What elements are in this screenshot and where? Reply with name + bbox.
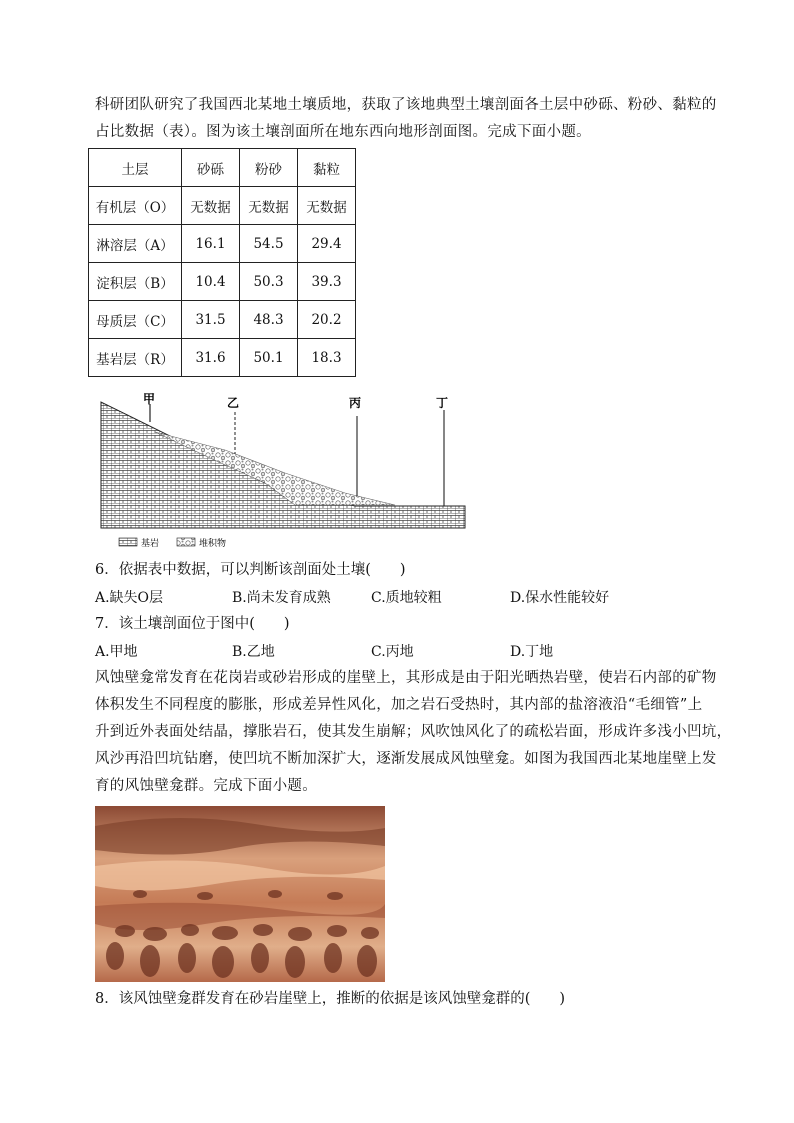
table-cell: 31.6 [182,339,240,377]
intro-paragraph-2 [95,665,732,800]
intro1-line-2: 占比数据（表）。图为该土壤剖面所在地东西向地形剖面图。完成下面小题。 [95,124,591,140]
table-row [89,301,356,339]
wind-erosion-niche-photo [95,806,385,982]
table-cell: 淀积层（B） [89,263,182,301]
intro2-line-5: 育的风蚀壁龛群。完成下面小题。 [95,778,317,794]
table-row [89,339,356,377]
table-row [89,225,356,263]
q6-option-b[interactable]: B.尚未发育成熟 [232,590,331,606]
table-header-row [89,149,356,187]
question-6-stem: 6．依据表中数据，可以判断该剖面处土壤( ) [95,562,406,578]
table-cell: 29.4 [298,225,356,263]
q7-option-a[interactable]: A.甲地 [95,644,138,660]
table-cell: 50.3 [240,263,298,301]
question-7-stem: 7．该土壤剖面位于图中( ) [95,616,290,632]
q7-option-b[interactable]: B.乙地 [232,644,275,660]
table-header: 黏粒 [298,149,356,187]
q7-option-d[interactable]: D.丁地 [510,644,554,660]
q6-option-d[interactable]: D.保水性能较好 [510,590,610,606]
question-8-stem: 8．该风蚀壁龛群发育在砂岩崖壁上，推断的依据是该风蚀壁龛群的( ) [95,991,566,1007]
table-cell: 31.5 [182,301,240,339]
table-cell: 39.3 [298,263,356,301]
intro2-line-1: 风蚀壁龛常发育在花岗岩或砂岩形成的崖壁上，其形成是由于阳光晒热岩壁，使岩石内部的矿物 [95,670,717,686]
label-jia: 甲 [143,392,156,406]
q7-option-c[interactable]: C.丙地 [371,644,414,660]
table-header: 砂砾 [182,149,240,187]
soil-texture-table [88,148,356,377]
table-cell: 16.1 [182,225,240,263]
legend-deposit-swatch [177,538,195,546]
table-cell: 淋溶层（A） [89,225,182,263]
intro-paragraph-1 [95,92,717,146]
legend-bedrock-swatch [119,538,137,546]
table-header: 粉砂 [240,149,298,187]
intro2-line-4: 风沙再沿凹坑钻磨，使凹坑不断加深扩大，逐渐发展成风蚀壁龛。如图为我国西北某地崖壁上发 [95,751,717,767]
intro2-line-3: 升到近外表面处结晶，撑胀岩石，使其发生崩解；风吹蚀风化了的疏松岩面，形成许多浅小凹坑， [95,724,732,740]
table-header: 土层 [89,149,182,187]
label-bing: 丙 [349,396,362,410]
table-cell: 有机层（O） [89,187,182,225]
table-cell: 48.3 [240,301,298,339]
q6-option-a[interactable]: A.缺失O层 [95,590,164,606]
table-cell: 54.5 [240,225,298,263]
legend-bedrock-label: 基岩 [141,538,160,548]
label-yi: 乙 [227,396,240,410]
table-cell: 无数据 [182,187,240,225]
table-row [89,263,356,301]
bedrock-area [101,402,465,528]
table-cell: 50.1 [240,339,298,377]
q6-option-c[interactable]: C.质地较粗 [371,590,442,606]
intro1-line-1: 科研团队研究了我国西北某地土壤质地，获取了该地典型土壤剖面各土层中砂砾、粉砂、黏粒的 [95,97,717,113]
table-cell: 母质层（C） [89,301,182,339]
legend-deposit-label: 堆积物 [199,538,227,548]
table-cell: 10.4 [182,263,240,301]
table-cell: 20.2 [298,301,356,339]
terrain-profile-figure [95,388,475,553]
table-row [89,187,356,225]
table-cell: 无数据 [240,187,298,225]
table-cell: 18.3 [298,339,356,377]
label-ding: 丁 [436,396,449,410]
table-cell: 基岩层（R） [89,339,182,377]
intro2-line-2: 体积发生不同程度的膨胀，形成差异性风化，加之岩石受热时，其内部的盐溶液沿“毛细管”上 [95,697,703,713]
table-cell: 无数据 [298,187,356,225]
